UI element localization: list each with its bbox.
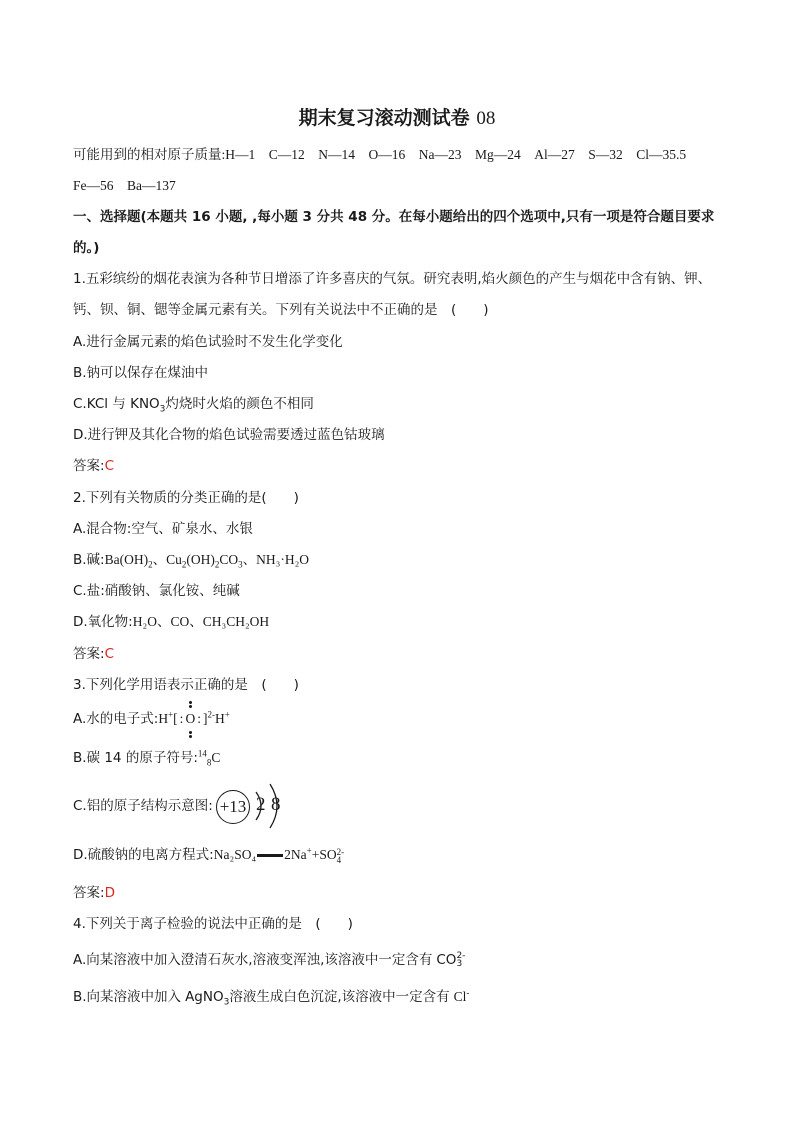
q2-formula-2: $Cu_2(OH)_2CO_3$ xyxy=(166,552,243,570)
q1-option-d: D.进行钾及其化合物的焰色试验需要透过蓝色钴玻璃 xyxy=(73,427,385,443)
q1-option-a: A.进行金属元素的焰色试验时不发生化学变化 xyxy=(73,334,343,350)
q3-stem: 3.下列化学用语表示正确的是 ( ) xyxy=(73,677,299,693)
atomic-mass-line-1: 可能用到的相对原子质量:H—1 C—12 N—14 O—16 Na—23 Mg—24 Al—27 S—32 Cl—35.5 xyxy=(73,147,687,162)
q2-option-c: C.盐:硝酸钠、氯化铵、纯碱 xyxy=(73,583,240,599)
q3-option-c-label: C.铝的原子结构示意图: xyxy=(73,798,213,814)
q3-answer: 答案:D xyxy=(73,885,115,901)
aluminium-atom-diagram xyxy=(216,782,306,832)
q1-option-b: B.钠可以保存在煤油中 xyxy=(73,365,209,381)
carbon-14-symbol: $^{14}_8$C xyxy=(197,748,221,768)
q2-answer: 答案:C xyxy=(73,646,114,662)
q4-option-a: A.向某溶液中加入澄清石灰水,溶液变浑浊,该溶液中一定含有 CO2- 3 xyxy=(73,951,466,969)
title-text: 期末复习滚动测试卷 xyxy=(298,107,470,129)
q2-d-formula-3: CH₃CH₂OH xyxy=(202,614,270,629)
q2-formula-3: NH₃·H₂O xyxy=(256,552,310,567)
q1-option-c xyxy=(73,395,314,413)
q3-option-a: A.水的电子式:H+[ : O : ]$^{2-}$H+ xyxy=(73,710,230,728)
q2-d-formula-1: H₂O xyxy=(132,614,157,629)
section-heading-line-1: 一、选择题(本题共 16 小题, ,每小题 3 分共 48 分。在每小题给出的四个选项中,只有一项是符合题目要求 xyxy=(73,209,715,225)
q1-option-c-sub: 3 xyxy=(159,404,166,415)
equals-bar xyxy=(257,854,283,857)
q2-stem: 2.下列有关物质的分类正确的是( ) xyxy=(73,490,299,506)
q2-option-a: A.混合物:空气、矿泉水、水银 xyxy=(73,521,253,537)
q2-formula-1: $Ba(OH)_2$ xyxy=(104,552,153,570)
q1-stem-line-2: 钙、钡、铜、锶等金属元素有关。下列有关说法中不正确的是 ( ) xyxy=(73,302,489,318)
q2-answer-value: C xyxy=(104,646,114,662)
q3-option-b: B.碳 14 的原子符号:$^{14}_8$C xyxy=(73,748,221,768)
q4-stem: 4.下列关于离子检验的说法中正确的是 ( ) xyxy=(73,916,353,932)
q3-answer-value: D xyxy=(104,885,115,901)
q1-answer xyxy=(73,457,114,475)
q2-d-formula-2: CO xyxy=(170,614,190,629)
carbonate-ion: CO2- 3 xyxy=(436,951,466,969)
shell-2-electrons: 8 xyxy=(271,794,281,815)
q1-answer-value: C xyxy=(104,458,114,474)
ionization-equation: Na₂SO₄ 2Na++SO2- 4 xyxy=(213,845,345,865)
atomic-mass-line-2: Fe—56 Ba—137 xyxy=(73,178,176,193)
q1-option-c-post: 灼烧时火焰的颜色不相同 xyxy=(165,396,314,412)
title-number: 08 xyxy=(476,108,496,129)
oxygen-with-dots: O xyxy=(185,710,195,728)
q1-stem-line-1: 1.五彩缤纷的烟花表演为各种节日增添了许多喜庆的气氛。研究表明,焰火颜色的产生与烟花中含有钠、钾、 xyxy=(73,271,712,287)
q3-option-d: D.硫酸钠的电离方程式:Na₂SO₄ 2Na++SO2- 4 xyxy=(73,845,345,865)
q2-option-b-label: B.碱: xyxy=(73,552,105,568)
water-electron-formula: H+[ : O : ]$^{2-}$H+ xyxy=(158,711,229,726)
nucleus-circle: +13 xyxy=(216,790,250,824)
q2-option-b: B.碱$:Ba(OH)_2$、$Cu_2(OH)_2CO_3$、NH₃·H₂O xyxy=(73,552,310,570)
q2-option-d: D.氧化物:H₂O、CO、CH₃CH₂OH xyxy=(73,614,270,630)
chloride-ion: Cl- xyxy=(453,987,470,1004)
shell-1-electrons: 2 xyxy=(256,794,266,815)
page-title xyxy=(0,106,794,131)
silver-nitrate: AgNO$_3$ xyxy=(185,989,230,1008)
section-heading-line-2: 的。) xyxy=(73,240,100,256)
q4-option-b: B.向某溶液中加入 AgNO$_3$溶液生成白色沉淀,该溶液中一定含有 Cl- xyxy=(73,987,470,1008)
q1-answer-label: 答案: xyxy=(73,458,105,474)
q1-option-c-pre: C.KCl 与 KNO xyxy=(73,396,160,412)
